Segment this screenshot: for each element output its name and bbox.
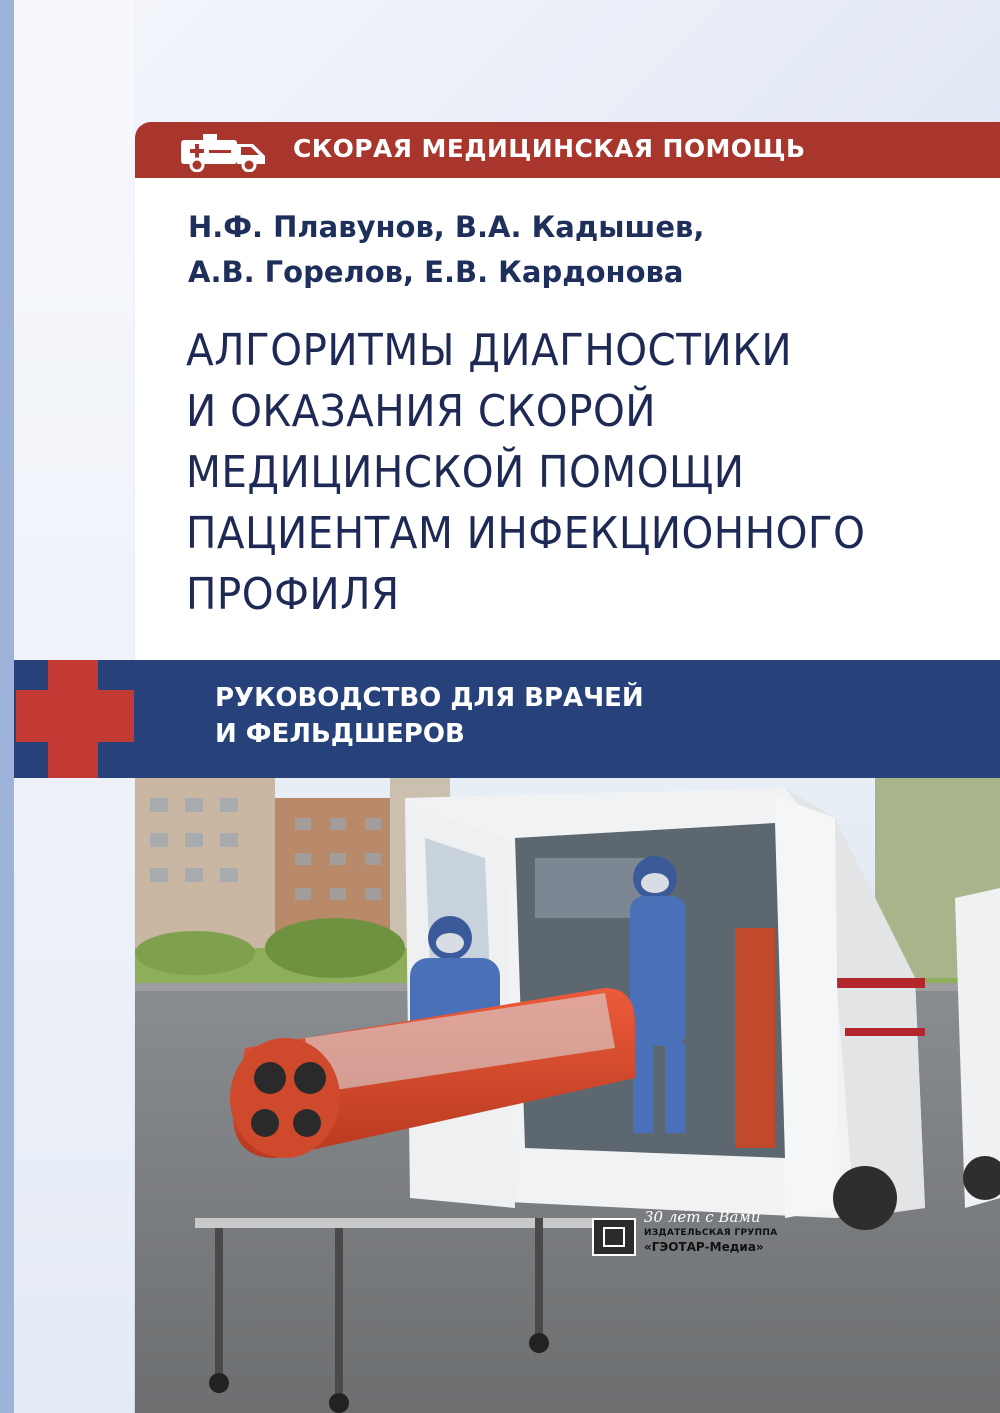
publisher-anniversary: 30 лет с Вами [644,1208,761,1226]
publisher-logo [592,1208,822,1262]
subtitle-line-2: И ФЕЛЬДШЕРОВ [215,719,465,749]
ambulance-icon [179,130,269,172]
cover-photo [135,778,1000,1413]
authors-line-1: Н.Ф. Плавунов, В.А. Кадышев, [188,210,705,244]
ambulance-scene-illustration [135,778,1000,1413]
subtitle [215,680,644,752]
title-line-1: АЛГОРИТМЫ ДИАГНОСТИКИ [186,325,793,376]
authors-line-2: А.В. Горелов, Е.В. Кардонова [188,255,684,289]
left-accent-strip [0,0,14,1413]
medical-cross-bar [16,690,134,742]
book-title [186,320,913,625]
series-banner [135,122,1000,178]
title-line-3: МЕДИЦИНСКОЙ ПОМОЩИ [186,447,745,498]
authors [188,205,968,295]
title-line-4: ПАЦИЕНТАМ ИНФЕКЦИОННОГО [186,508,866,559]
publisher-emblem-icon [592,1218,636,1256]
publisher-name: «ГЭОТАР-Медиа» [644,1240,764,1254]
publisher-group-label: ИЗДАТЕЛЬСКАЯ ГРУППА [644,1228,778,1238]
title-line-2: И ОКАЗАНИЯ СКОРОЙ [186,386,657,437]
series-title: СКОРАЯ МЕДИЦИНСКАЯ ПОМОЩЬ [293,134,806,163]
title-line-5: ПРОФИЛЯ [186,569,400,620]
subtitle-line-1: РУКОВОДСТВО ДЛЯ ВРАЧЕЙ [215,683,644,713]
